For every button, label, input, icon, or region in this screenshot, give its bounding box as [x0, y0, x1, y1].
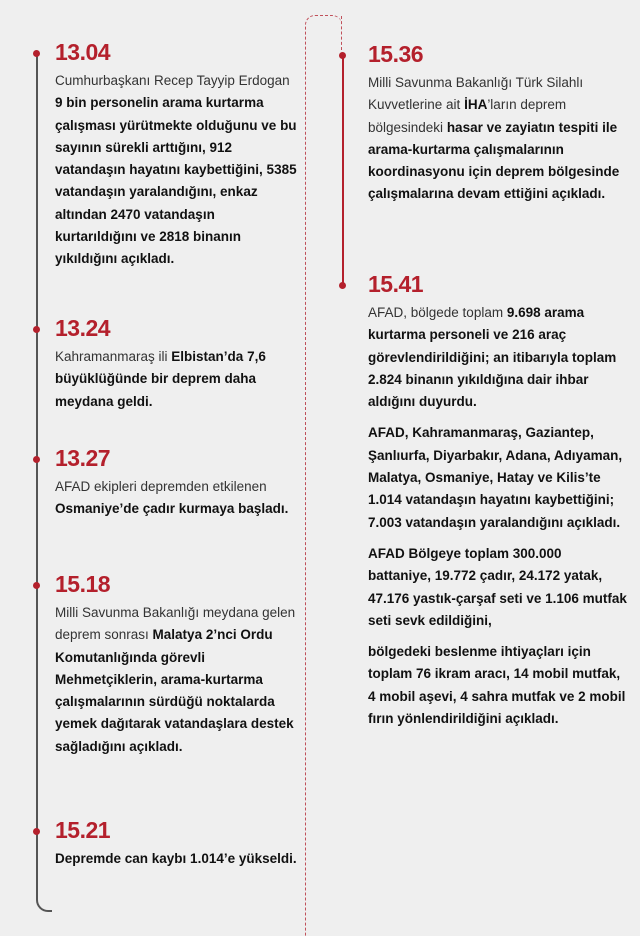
- entry-time: 15.41: [368, 271, 424, 297]
- timeline-entry: [55, 444, 300, 530]
- entry-text: [55, 602, 300, 758]
- bold-text: Depremde can kaybı 1.014’e yükseldi.: [55, 851, 297, 866]
- bold-text: hasar ve zayiatın tespiti ile arama-kurtarma çalışmalarının koordinasyonu için deprem bölgesinde çalışmalarına devam ettiğini açıkladı.: [368, 119, 620, 202]
- regular-text: AFAD, bölgede toplam: [368, 305, 507, 320]
- entry-text: [55, 346, 300, 413]
- entry-paragraph: [368, 72, 628, 206]
- entry-text: [368, 72, 628, 206]
- timeline-dot: [33, 50, 40, 57]
- entry-text: [368, 302, 628, 730]
- timeline-dot: [33, 326, 40, 333]
- entry-time: 13.24: [55, 315, 111, 341]
- regular-text: Milli Savunma Bakanlığı meydana gelen deprem sonrası: [55, 605, 296, 643]
- bold-text: Osmaniye’de çadır kurmaya başladı.: [55, 501, 289, 517]
- left-timeline-curve: [36, 880, 52, 912]
- entry-paragraph: [368, 543, 628, 632]
- entry-paragraph: [55, 346, 300, 413]
- entry-text: [55, 70, 300, 271]
- entry-paragraph: [55, 602, 300, 758]
- entry-paragraph: [368, 641, 628, 730]
- left-timeline-line: [36, 52, 38, 897]
- bold-text: 9 bin personelin arama kurtarma çalışması yürütmekte olduğunu ve bu sayının sürekli arttığını, 912 vatandaşın hayatını kaybettiğini, 5385 vatandaşın yaralandığını, enkaz altından 2470 vatandaşın kurtarıldığını ve 2818 binanın yıkıldığını açıkladı.: [55, 95, 297, 267]
- timeline-entry: [368, 270, 628, 739]
- bold-text: Elbistan’da 7,6 büyüklüğünde bir deprem daha meydana geldi.: [55, 349, 266, 409]
- right-timeline-line: [342, 55, 344, 285]
- entry-time: 13.27: [55, 445, 111, 471]
- bold-text: İHA: [464, 97, 488, 113]
- timeline-entry: [368, 40, 628, 215]
- regular-text: Milli Savunma Bakanlığı Türk Silahlı Kuvvetlerine ait: [368, 75, 584, 113]
- entry-time: 15.36: [368, 41, 424, 67]
- timeline-dot: [339, 52, 346, 59]
- bold-text: AFAD Bölgeye toplam 300.000 battaniye, 19.772 çadır, 24.172 yatak, 47.176 yastık-çarşaf seti ve 1.106 mutfak seti sevk edildiğini,: [368, 545, 627, 628]
- timeline-entry: [55, 38, 300, 280]
- regular-text: Kahramanmaraş ili: [55, 349, 172, 364]
- regular-text: ’ların deprem bölgesindeki: [368, 97, 567, 135]
- bold-text: bölgedeki beslenme ihtiyaçları için toplam 76 ikram aracı, 14 mobil mutfak, 4 mobil aşevi, 4 sahra mutfak ve 2 mobil fırın yönlendirildiğini açıkladı.: [368, 644, 626, 727]
- entry-paragraph: [368, 302, 628, 413]
- timeline-dot: [33, 456, 40, 463]
- timeline-entry: [55, 570, 300, 767]
- regular-text: Cumhurbaşkanı Recep Tayyip Erdogan: [55, 73, 290, 88]
- bold-text: AFAD, Kahramanmaraş, Gaziantep, Şanlıurfa, Diyarbakır, Adana, Adıyaman, Malatya, Osmaniye, Hatay ve Kilis’te 1.014 vatandaşın hayatını kaybettiğini; 7.003 vatandaşın yaralandığını açıkladı.: [368, 425, 623, 530]
- entry-time: 15.18: [55, 571, 111, 597]
- entry-text: [55, 476, 300, 521]
- entry-text: [55, 848, 300, 870]
- timeline-dot: [33, 828, 40, 835]
- bold-text: Malatya 2’nci Ordu Komutanlığında görevli Mehmetçiklerin, arama-kurtarma çalışmalarının sürdüğü noktalarda yemek dağıtarak vatandaşlara destek sağladığını açıkladı.: [55, 627, 294, 754]
- entry-time: 15.21: [55, 817, 111, 843]
- dashed-connector: [305, 15, 342, 936]
- timeline-dot: [339, 282, 346, 289]
- dashed-connector-end: [341, 16, 342, 50]
- entry-paragraph: [368, 422, 628, 533]
- regular-text: AFAD ekipleri depremden etkilenen: [55, 479, 267, 494]
- entry-paragraph: [55, 70, 300, 271]
- timeline-entry: [55, 314, 300, 422]
- bold-text: 9.698 arama kurtarma personeli ve 216 araç görevlendirildiğini; an itibarıyla toplam 2.824 binanın yıkıldığına dair ihbar aldığını duyurdu.: [368, 305, 617, 410]
- entry-time: 13.04: [55, 39, 111, 65]
- timeline-entry: [55, 816, 300, 879]
- entry-paragraph: [55, 848, 300, 870]
- timeline-dot: [33, 582, 40, 589]
- entry-paragraph: [55, 476, 300, 521]
